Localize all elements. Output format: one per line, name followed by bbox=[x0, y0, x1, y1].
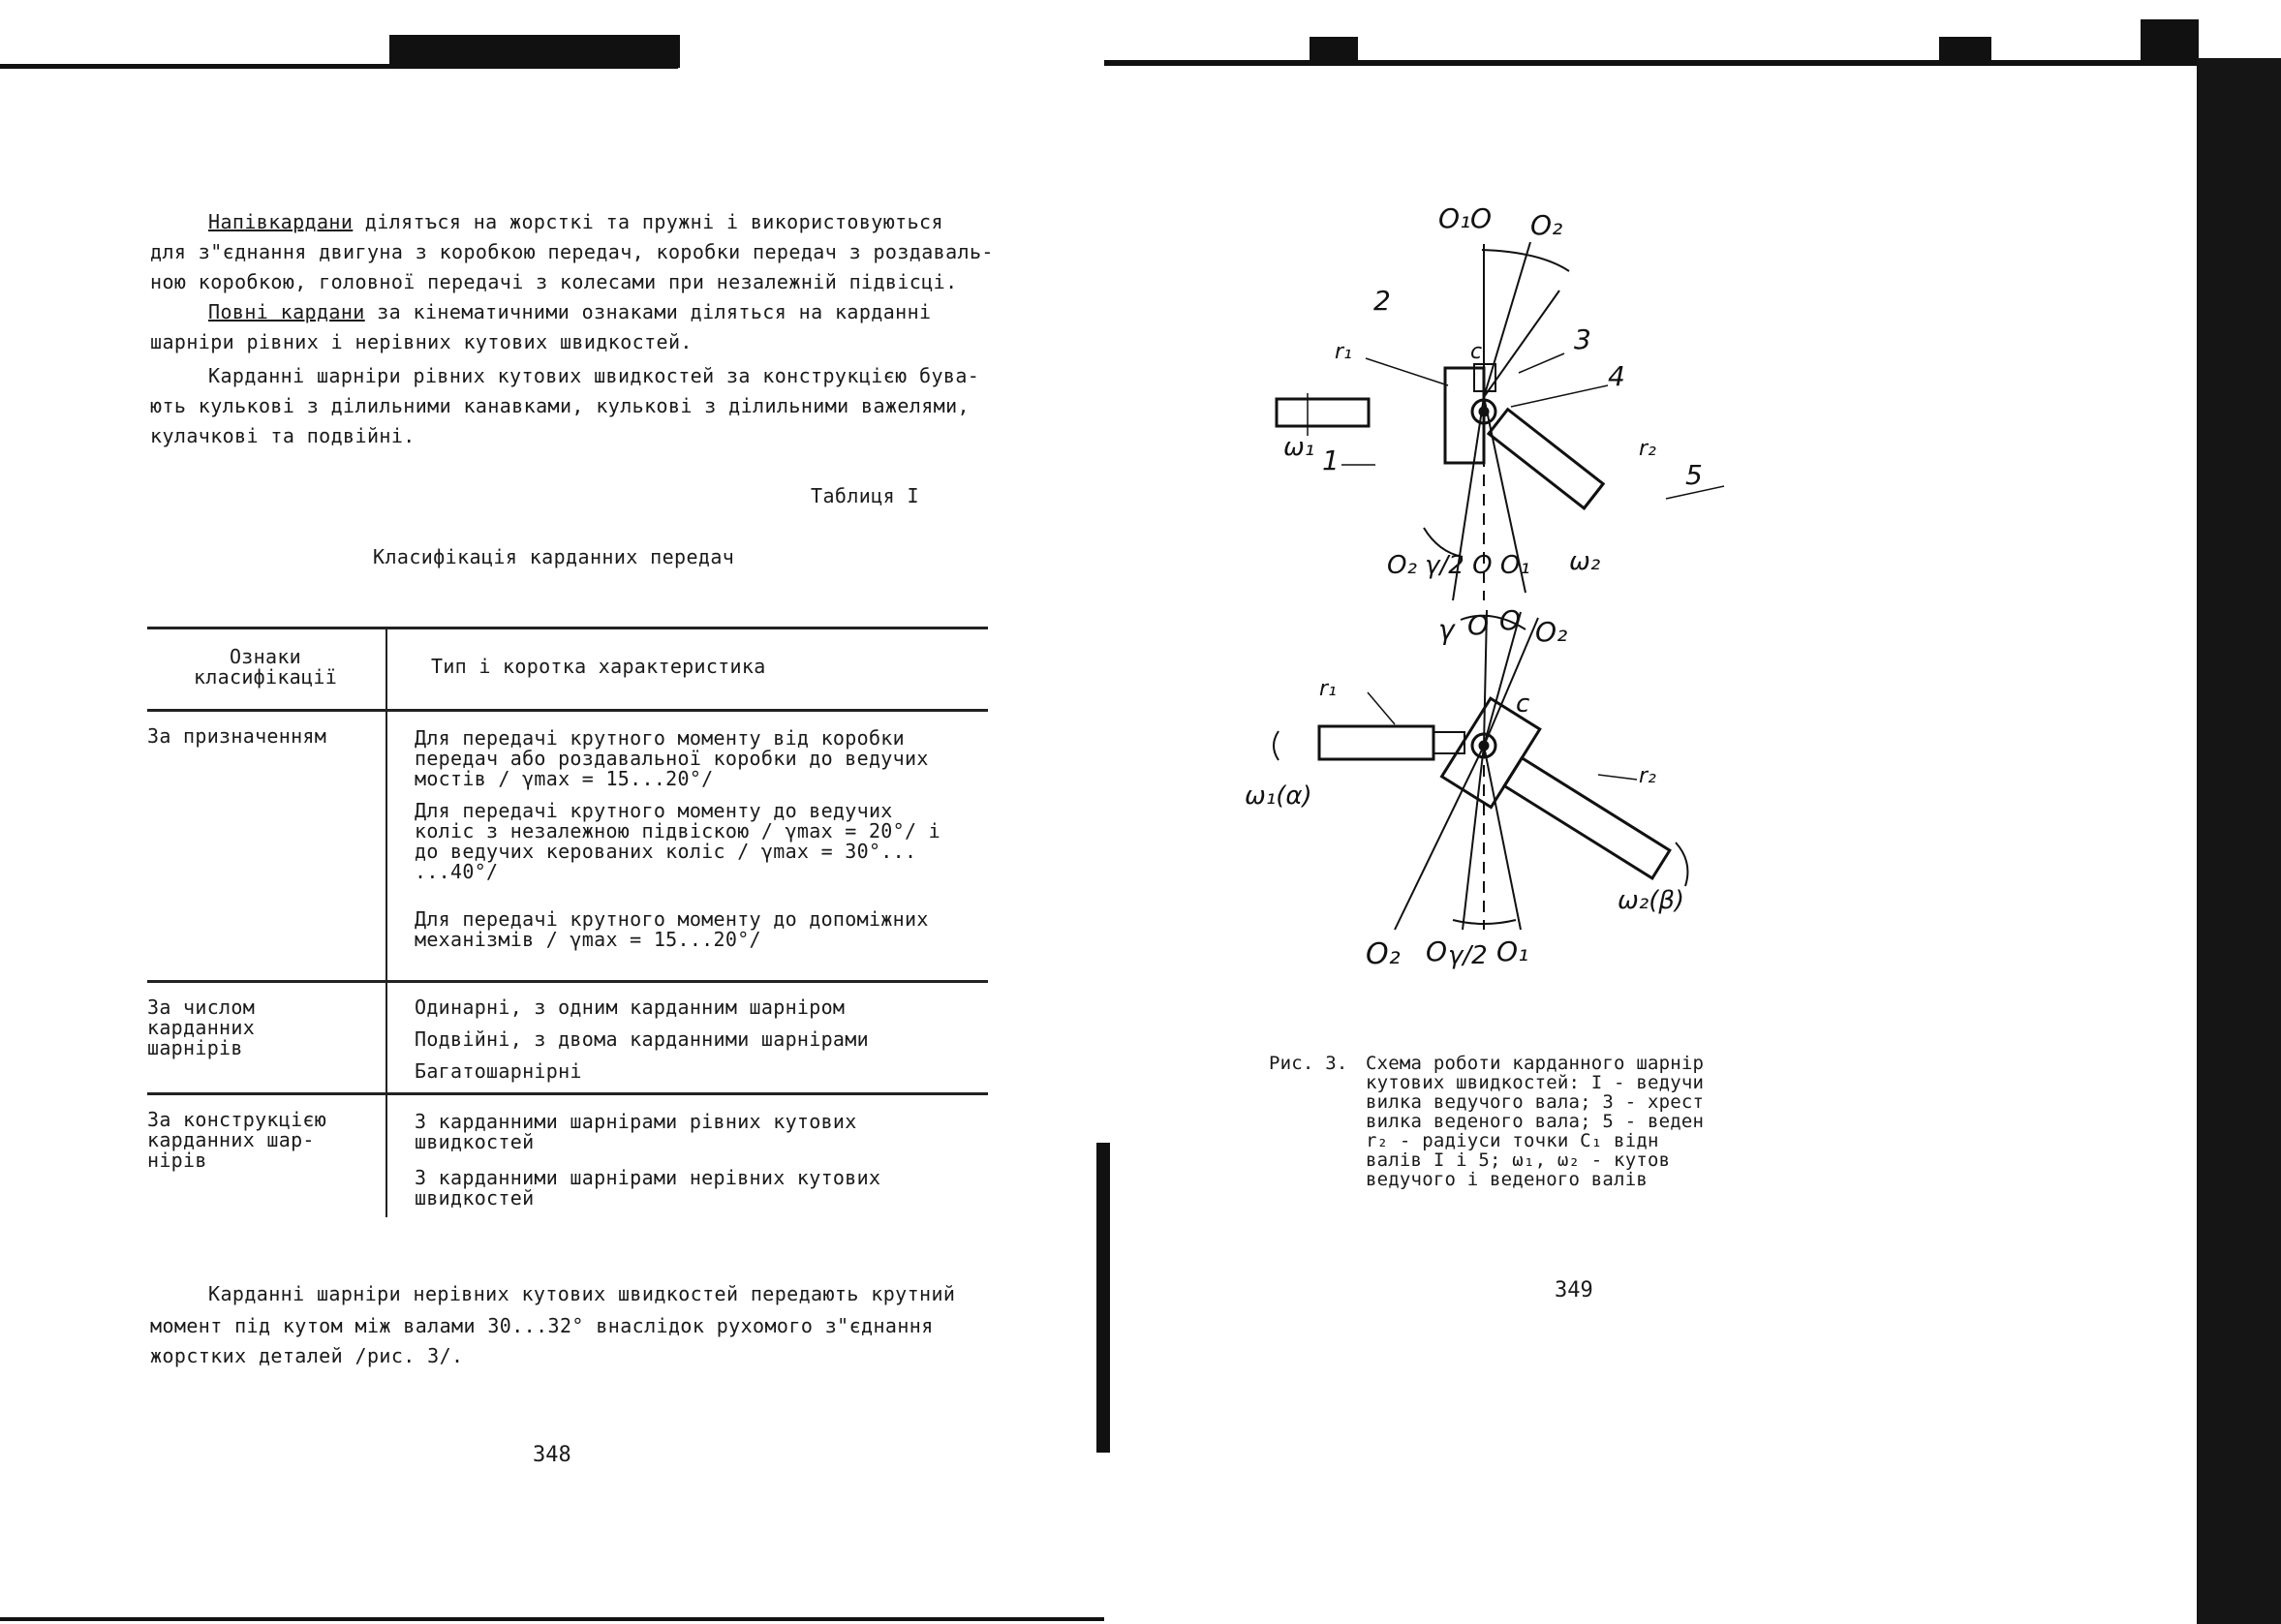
paragraph-4-line-2: момент під кутом між валами 30...32° внаслідок рухомого з"єднання bbox=[150, 1314, 934, 1337]
label-5: 5 bbox=[1685, 459, 1703, 491]
table-row-1-rule bbox=[147, 980, 988, 983]
right-page bbox=[1104, 0, 2281, 1624]
label-o1-top: O₁ bbox=[1438, 202, 1471, 234]
label-o1-bottom: O₁ bbox=[1496, 935, 1529, 967]
paragraph-3-line-2: ють кулькові з ділильними канавками, кулькові з ділильними важелями, bbox=[150, 394, 970, 417]
cardan-joint-figure bbox=[1104, 174, 2189, 1201]
paragraph-1-line-1: Напівкардани ділятъся на жорсткі та пружні і використовуються bbox=[208, 210, 943, 233]
paragraph-3-line-3: кулачкові та подвійні. bbox=[150, 424, 416, 447]
label-o-top: O bbox=[1470, 202, 1493, 234]
term-full-cardans: Повні кардани bbox=[208, 300, 365, 323]
shaft-5 bbox=[1489, 410, 1603, 508]
table-row-2-item-2: Подвійні, з двома карданними шарнірами bbox=[415, 1027, 869, 1051]
table-row-2-sign: За числом карданних шарнірів bbox=[147, 996, 256, 1059]
paragraph-2-line-2: шарніри рівних і нерівних кутових швидкостей. bbox=[150, 330, 693, 353]
yoke-1 bbox=[1445, 368, 1484, 463]
table-row-3-item-1: З карданними шарнірами рівних кутових швидкостей bbox=[415, 1110, 857, 1153]
label-o-bottom: O bbox=[1426, 935, 1448, 967]
paragraph-1-line-3: ною коробкою, головної передачі з колесами при незалежній підвісці. bbox=[150, 270, 958, 293]
label-w1-bottom: ω₁(α) bbox=[1245, 781, 1312, 811]
table-row-3-sign: За конструкцією карданних шар- нірів bbox=[147, 1108, 327, 1172]
table-row-1-content bbox=[415, 728, 996, 960]
label-3: 3 bbox=[1574, 323, 1591, 355]
label-4: 4 bbox=[1608, 360, 1625, 392]
left-page bbox=[0, 0, 1104, 1624]
table-row-3-item-2: З карданними шарнірами нерівних кутових швидкостей bbox=[415, 1166, 881, 1210]
paragraph-4-line-3: жорстких деталей /рис. 3/. bbox=[150, 1344, 464, 1367]
label-r1-bottom: r₁ bbox=[1319, 677, 1337, 701]
table-row-2-item-1: Одинарні, з одним карданним шарніром bbox=[415, 996, 846, 1019]
figure-caption-text: Схема роботи карданного шарнір кутових швидкостей: I - ведучи вилка ведучого вала; 3 - хрест вилка веденого вала; 5 - веден r₂ - радіуси точки C₁ відн валів I і 5; ω₁, ω₂ - кутов ведучого і веденого валів bbox=[1366, 1054, 1705, 1189]
term-semi-cardans: Напівкардани bbox=[208, 210, 354, 233]
label-o2-bottom-top: O₂ bbox=[1535, 616, 1568, 648]
label-bottom-top: O₂ γ/2 O O₁ bbox=[1387, 551, 1530, 580]
paragraph-2-line-1: Повні кардани за кінематичними ознаками діляться на карданні bbox=[208, 300, 932, 323]
label-half-gamma: γ/2 bbox=[1448, 941, 1488, 970]
table-row-1-item-3: Для передачі крутного моменту до допоміжних механізмів / γmax = 15...20°/ bbox=[415, 907, 929, 951]
table-title: Класифікація карданних передач bbox=[373, 545, 735, 568]
paragraph-4-line-1: Карданні шарніри нерівних кутових швидкостей передають крутний bbox=[208, 1282, 956, 1305]
table-row-2-content bbox=[415, 997, 996, 1091]
label-c-top: c bbox=[1470, 340, 1483, 364]
paragraph-1-line-2: для з"єднання двигуна з коробкою передач, коробки передач з роздаваль- bbox=[150, 240, 994, 263]
label-o2-top: O₂ bbox=[1530, 209, 1563, 241]
table-row-1-item-2: Для передачі крутного моменту до ведучих коліс з незалежною підвіскою / γmax = 20°/ і до ведучих керованих коліс / γmax = 30°... ...40°/ bbox=[415, 799, 941, 883]
label-c-bottom: c bbox=[1516, 689, 1530, 719]
diagram-bottom bbox=[1245, 604, 1687, 971]
table-header-rule bbox=[147, 709, 988, 712]
table-row-3-content bbox=[415, 1112, 996, 1218]
shaft-1-bottom bbox=[1319, 726, 1433, 759]
label-o2-bottom: O₂ bbox=[1366, 937, 1401, 971]
diagram-top bbox=[1277, 202, 1724, 600]
label-w1-top: ω₁ bbox=[1283, 433, 1315, 462]
label-o-bottom-top: O bbox=[1467, 609, 1490, 641]
left-page-number: 348 bbox=[533, 1443, 571, 1467]
table-column-divider bbox=[385, 627, 387, 1217]
figure-caption-prefix: Рис. 3. bbox=[1269, 1053, 1348, 1074]
right-page-number: 349 bbox=[1555, 1278, 1593, 1302]
label-w2-top: ω₂ bbox=[1569, 547, 1601, 576]
table-row-2-item-3: Багатошарнірні bbox=[415, 1059, 582, 1083]
table-top-rule bbox=[147, 627, 988, 629]
table-header-sign: Ознаки класифікації bbox=[193, 645, 338, 689]
label-gamma: γ bbox=[1438, 614, 1455, 646]
label-w2-bottom: ω₂(β) bbox=[1618, 886, 1685, 915]
table-row-1-item-1: Для передачі крутного моменту від коробки передач або роздавальної коробки до ведучих мостів / γmax = 15...20°/ bbox=[415, 726, 929, 790]
shaft-1 bbox=[1277, 399, 1369, 426]
label-r2-bottom: r₂ bbox=[1639, 764, 1656, 788]
paragraph-3-line-1: Карданні шарніри рівних кутових швидкостей за конструкцією бува- bbox=[208, 364, 980, 387]
table-label: Таблиця I bbox=[811, 484, 919, 507]
label-2: 2 bbox=[1373, 285, 1391, 317]
table-row-2-rule bbox=[147, 1092, 988, 1095]
table-header-type: Тип і коротка характеристика bbox=[431, 655, 766, 678]
label-o-bottom-top-2: O bbox=[1499, 604, 1522, 636]
label-r1-top: r₁ bbox=[1335, 340, 1352, 364]
table-row-1-sign: За призначенням bbox=[147, 724, 327, 748]
label-r2-top: r₂ bbox=[1639, 437, 1656, 461]
label-1: 1 bbox=[1322, 444, 1340, 476]
